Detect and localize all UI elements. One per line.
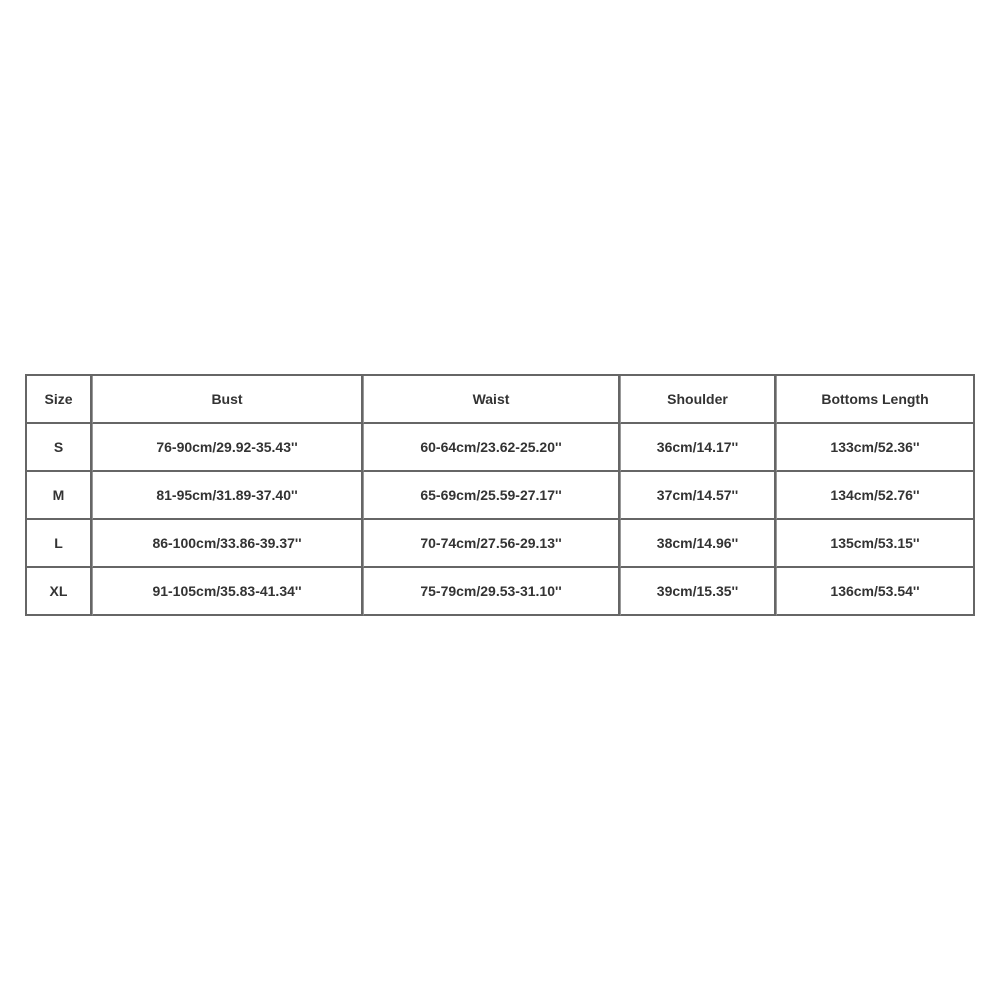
waist-cell: 70-74cm/27.56-29.13''	[363, 520, 620, 568]
size-cell: S	[27, 424, 92, 472]
shoulder-cell: 37cm/14.57''	[620, 472, 776, 520]
shoulder-cell: 39cm/15.35''	[620, 568, 776, 616]
bottoms-length-cell: 134cm/52.76''	[776, 472, 975, 520]
bottoms-length-cell: 135cm/53.15''	[776, 520, 975, 568]
bust-cell: 86-100cm/33.86-39.37''	[92, 520, 363, 568]
header-row	[27, 376, 975, 424]
header-size: Size	[27, 376, 92, 424]
table-row	[27, 568, 975, 616]
bust-cell: 91-105cm/35.83-41.34''	[92, 568, 363, 616]
header-shoulder: Shoulder	[620, 376, 776, 424]
header-bust: Bust	[92, 376, 363, 424]
table-row	[27, 520, 975, 568]
shoulder-cell: 36cm/14.17''	[620, 424, 776, 472]
size-cell: M	[27, 472, 92, 520]
shoulder-cell: 38cm/14.96''	[620, 520, 776, 568]
waist-cell: 75-79cm/29.53-31.10''	[363, 568, 620, 616]
size-chart-table	[25, 374, 975, 616]
size-cell: XL	[27, 568, 92, 616]
header-waist: Waist	[363, 376, 620, 424]
bottoms-length-cell: 133cm/52.36''	[776, 424, 975, 472]
bust-cell: 81-95cm/31.89-37.40''	[92, 472, 363, 520]
table-row	[27, 472, 975, 520]
waist-cell: 65-69cm/25.59-27.17''	[363, 472, 620, 520]
bottoms-length-cell: 136cm/53.54''	[776, 568, 975, 616]
waist-cell: 60-64cm/23.62-25.20''	[363, 424, 620, 472]
header-bottoms-length: Bottoms Length	[776, 376, 975, 424]
table-row	[27, 424, 975, 472]
size-cell: L	[27, 520, 92, 568]
bust-cell: 76-90cm/29.92-35.43''	[92, 424, 363, 472]
